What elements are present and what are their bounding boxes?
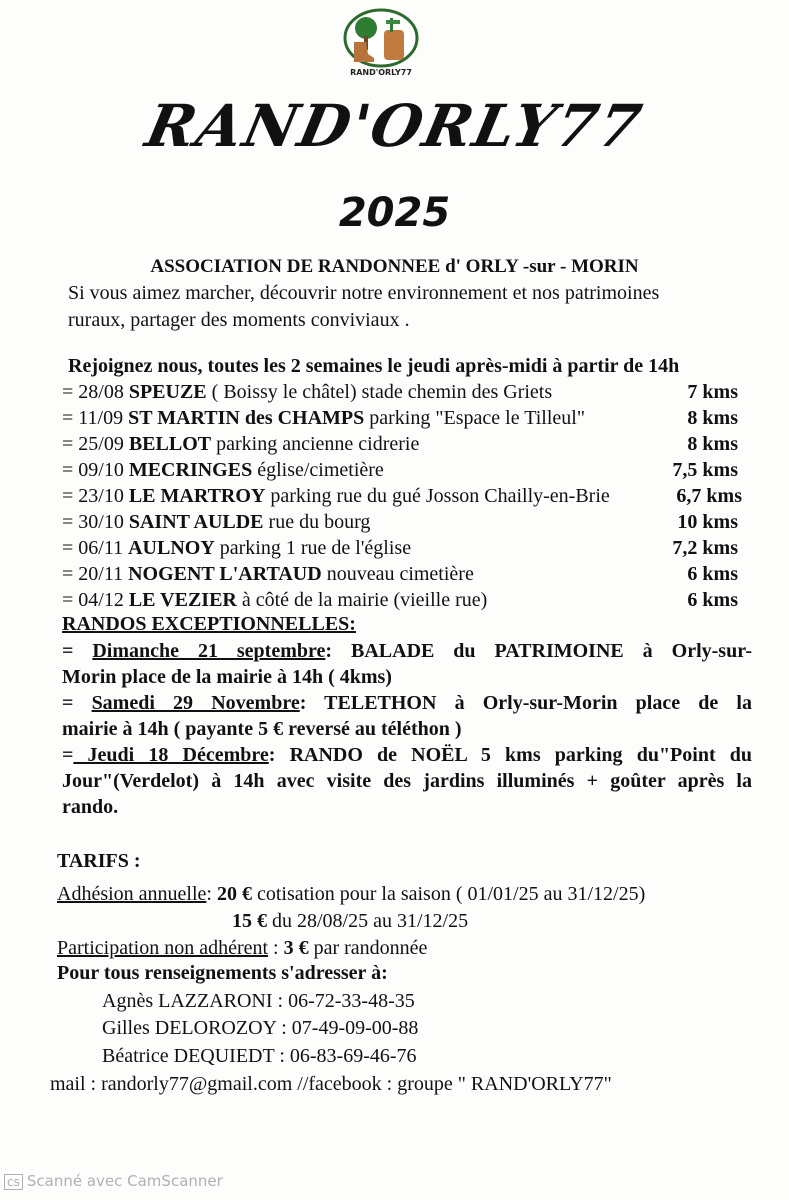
exceptional-item-line: rando. xyxy=(62,796,119,818)
exceptional-item xyxy=(62,744,752,767)
participation-line xyxy=(57,937,427,960)
schedule-place: SAINT AULDE xyxy=(128,511,264,533)
schedule-place: ST MARTIN des CHAMPS xyxy=(128,407,365,429)
schedule-details: parking ancienne cidrerie xyxy=(216,433,420,455)
exceptional-item-line: Jour"(Verdelot) à 14h avec visite des jardins illuminés + goûter après la xyxy=(62,770,752,792)
participation-label: Participation non adhérent xyxy=(57,937,269,959)
schedule-row xyxy=(62,433,738,456)
schedule-place: SPEUZE xyxy=(128,381,207,403)
schedule-distance: 6,7 kms xyxy=(676,485,742,507)
adhesion-label: Adhésion annuelle xyxy=(57,883,207,905)
schedule-place: MECRINGES xyxy=(128,459,253,481)
schedule-desc xyxy=(62,459,384,482)
reduced-line xyxy=(232,910,468,933)
schedule-place: AULNOY xyxy=(128,537,215,559)
schedule-place: LE VEZIER xyxy=(128,589,237,611)
schedule-row xyxy=(62,563,738,586)
schedule-desc xyxy=(62,511,370,534)
exceptional-item xyxy=(62,692,752,715)
item-text: : BALADE du PATRIMOINE à Orly-sur- xyxy=(325,640,752,662)
schedule-details: ( Boissy le châtel) stade chemin des Griets xyxy=(211,381,553,403)
item-text: : TELETHON à Orly-sur-Morin place de la xyxy=(299,692,752,714)
schedule-place: BELLOT xyxy=(128,433,212,455)
reduced-amount: 15 € xyxy=(232,910,267,932)
join-info: Rejoignez nous, toutes les 2 semaines le jeudi après-midi à partir de 14h xyxy=(68,355,680,377)
schedule-distance: 7 kms xyxy=(687,381,738,403)
schedule-desc xyxy=(62,563,474,586)
schedule-desc xyxy=(62,407,585,430)
item-date: Jeudi 18 Décembre xyxy=(73,744,269,766)
schedule-distance: 8 kms xyxy=(687,433,738,455)
schedule-desc xyxy=(62,433,419,456)
adhesion-amount: 20 € xyxy=(216,883,252,905)
schedule-place: NOGENT L'ARTAUD xyxy=(128,563,322,585)
schedule-row xyxy=(62,537,738,560)
watermark-text: Scanné avec CamScanner xyxy=(26,1172,223,1190)
reduced-text: du 28/08/25 au 31/12/25 xyxy=(272,910,469,932)
item-prefix: = xyxy=(62,692,92,714)
tarifs-heading: TARIFS : xyxy=(57,850,141,872)
svg-text:RAND'ORLY77: RAND'ORLY77 xyxy=(350,68,412,77)
schedule-row xyxy=(62,485,742,508)
schedule-distance: 6 kms xyxy=(687,589,738,611)
exceptional-heading: RANDOS EXCEPTIONNELLES: xyxy=(62,613,356,635)
year-heading: 2025 xyxy=(338,190,451,236)
association-name: ASSOCIATION DE RANDONNEE d' ORLY -sur - MORIN xyxy=(150,256,639,277)
schedule-row xyxy=(62,381,738,404)
schedule-desc xyxy=(62,537,411,560)
participation-text: par randonnée xyxy=(313,937,428,959)
contact-heading: Pour tous renseignements s'adresser à: xyxy=(57,962,388,984)
schedule-distance: 6 kms xyxy=(687,563,738,585)
schedule-date: = 25/09 xyxy=(62,433,124,455)
schedule-details: parking rue du gué Josson Chailly-en-Brie xyxy=(270,485,610,507)
item-text: : RANDO de NOËL 5 kms parking du"Point du xyxy=(268,744,752,766)
intro-line: ruraux, partager des moments conviviaux . xyxy=(68,309,410,331)
schedule-row xyxy=(62,407,738,430)
schedule-date: = 23/10 xyxy=(62,485,124,507)
schedule-details: rue du bourg xyxy=(268,511,371,533)
exceptional-item-line: Morin place de la mairie à 14h ( 4kms) xyxy=(62,666,392,688)
document-title: RAND'ORLY77 xyxy=(140,92,649,160)
intro-line: Si vous aimez marcher, découvrir notre environnement et nos patrimoines xyxy=(68,282,660,304)
contact-person: Gilles DELOROZOY : 07-49-09-00-88 xyxy=(102,1017,419,1039)
club-logo xyxy=(340,8,422,78)
adhesion-line: Adhésion annuelle: 20 € cotisation pour la saison ( 01/01/25 au 31/12/25) xyxy=(57,883,646,905)
schedule-place: LE MARTROY xyxy=(128,485,266,507)
schedule-desc xyxy=(62,381,552,404)
schedule-details: nouveau cimetière xyxy=(326,563,474,585)
item-prefix: = xyxy=(62,640,93,662)
adhesion-text: cotisation pour la saison ( 01/01/25 au 31/12/25) xyxy=(256,883,646,905)
schedule-date: = 28/08 xyxy=(62,381,124,403)
schedule-date: = 30/10 xyxy=(62,511,124,533)
schedule-row xyxy=(62,511,738,534)
scanner-watermark xyxy=(4,1172,223,1190)
schedule-date: = 06/11 xyxy=(62,537,124,559)
schedule-distance: 7,2 kms xyxy=(672,537,738,559)
schedule-row xyxy=(62,589,738,612)
schedule-desc xyxy=(62,485,610,508)
exceptional-item-line: mairie à 14h ( payante 5 € reversé au téléthon ) xyxy=(62,718,462,740)
schedule-distance: 10 kms xyxy=(677,511,738,533)
exceptional-item xyxy=(62,640,752,663)
schedule-desc xyxy=(62,589,487,612)
schedule-date: = 11/09 xyxy=(62,407,124,429)
item-prefix: = xyxy=(62,744,74,766)
schedule-details: église/cimetière xyxy=(257,459,384,481)
camscanner-icon: cs xyxy=(4,1174,23,1190)
schedule-details: parking "Espace le Tilleul" xyxy=(369,407,586,429)
schedule-date: = 20/11 xyxy=(62,563,124,585)
contact-mail: mail : randorly77@gmail.com //facebook : groupe " RAND'ORLY77" xyxy=(50,1073,612,1095)
contact-person: Agnès LAZZARONI : 06-72-33-48-35 xyxy=(102,990,415,1012)
schedule-details: parking 1 rue de l'église xyxy=(219,537,412,559)
schedule-details: à côté de la mairie (vieille rue) xyxy=(241,589,488,611)
participation-sep: : xyxy=(268,937,284,959)
participation-amount: 3 € xyxy=(283,937,309,959)
item-date: Samedi 29 Novembre xyxy=(91,692,300,714)
schedule-distance: 8 kms xyxy=(687,407,738,429)
item-date: Dimanche 21 septembre xyxy=(92,640,326,662)
schedule-date: = 04/12 xyxy=(62,589,124,611)
schedule-date: = 09/10 xyxy=(62,459,124,481)
schedule-distance: 7,5 kms xyxy=(672,459,738,481)
schedule-row xyxy=(62,459,738,482)
contact-person: Béatrice DEQUIEDT : 06-83-69-46-76 xyxy=(102,1045,417,1067)
